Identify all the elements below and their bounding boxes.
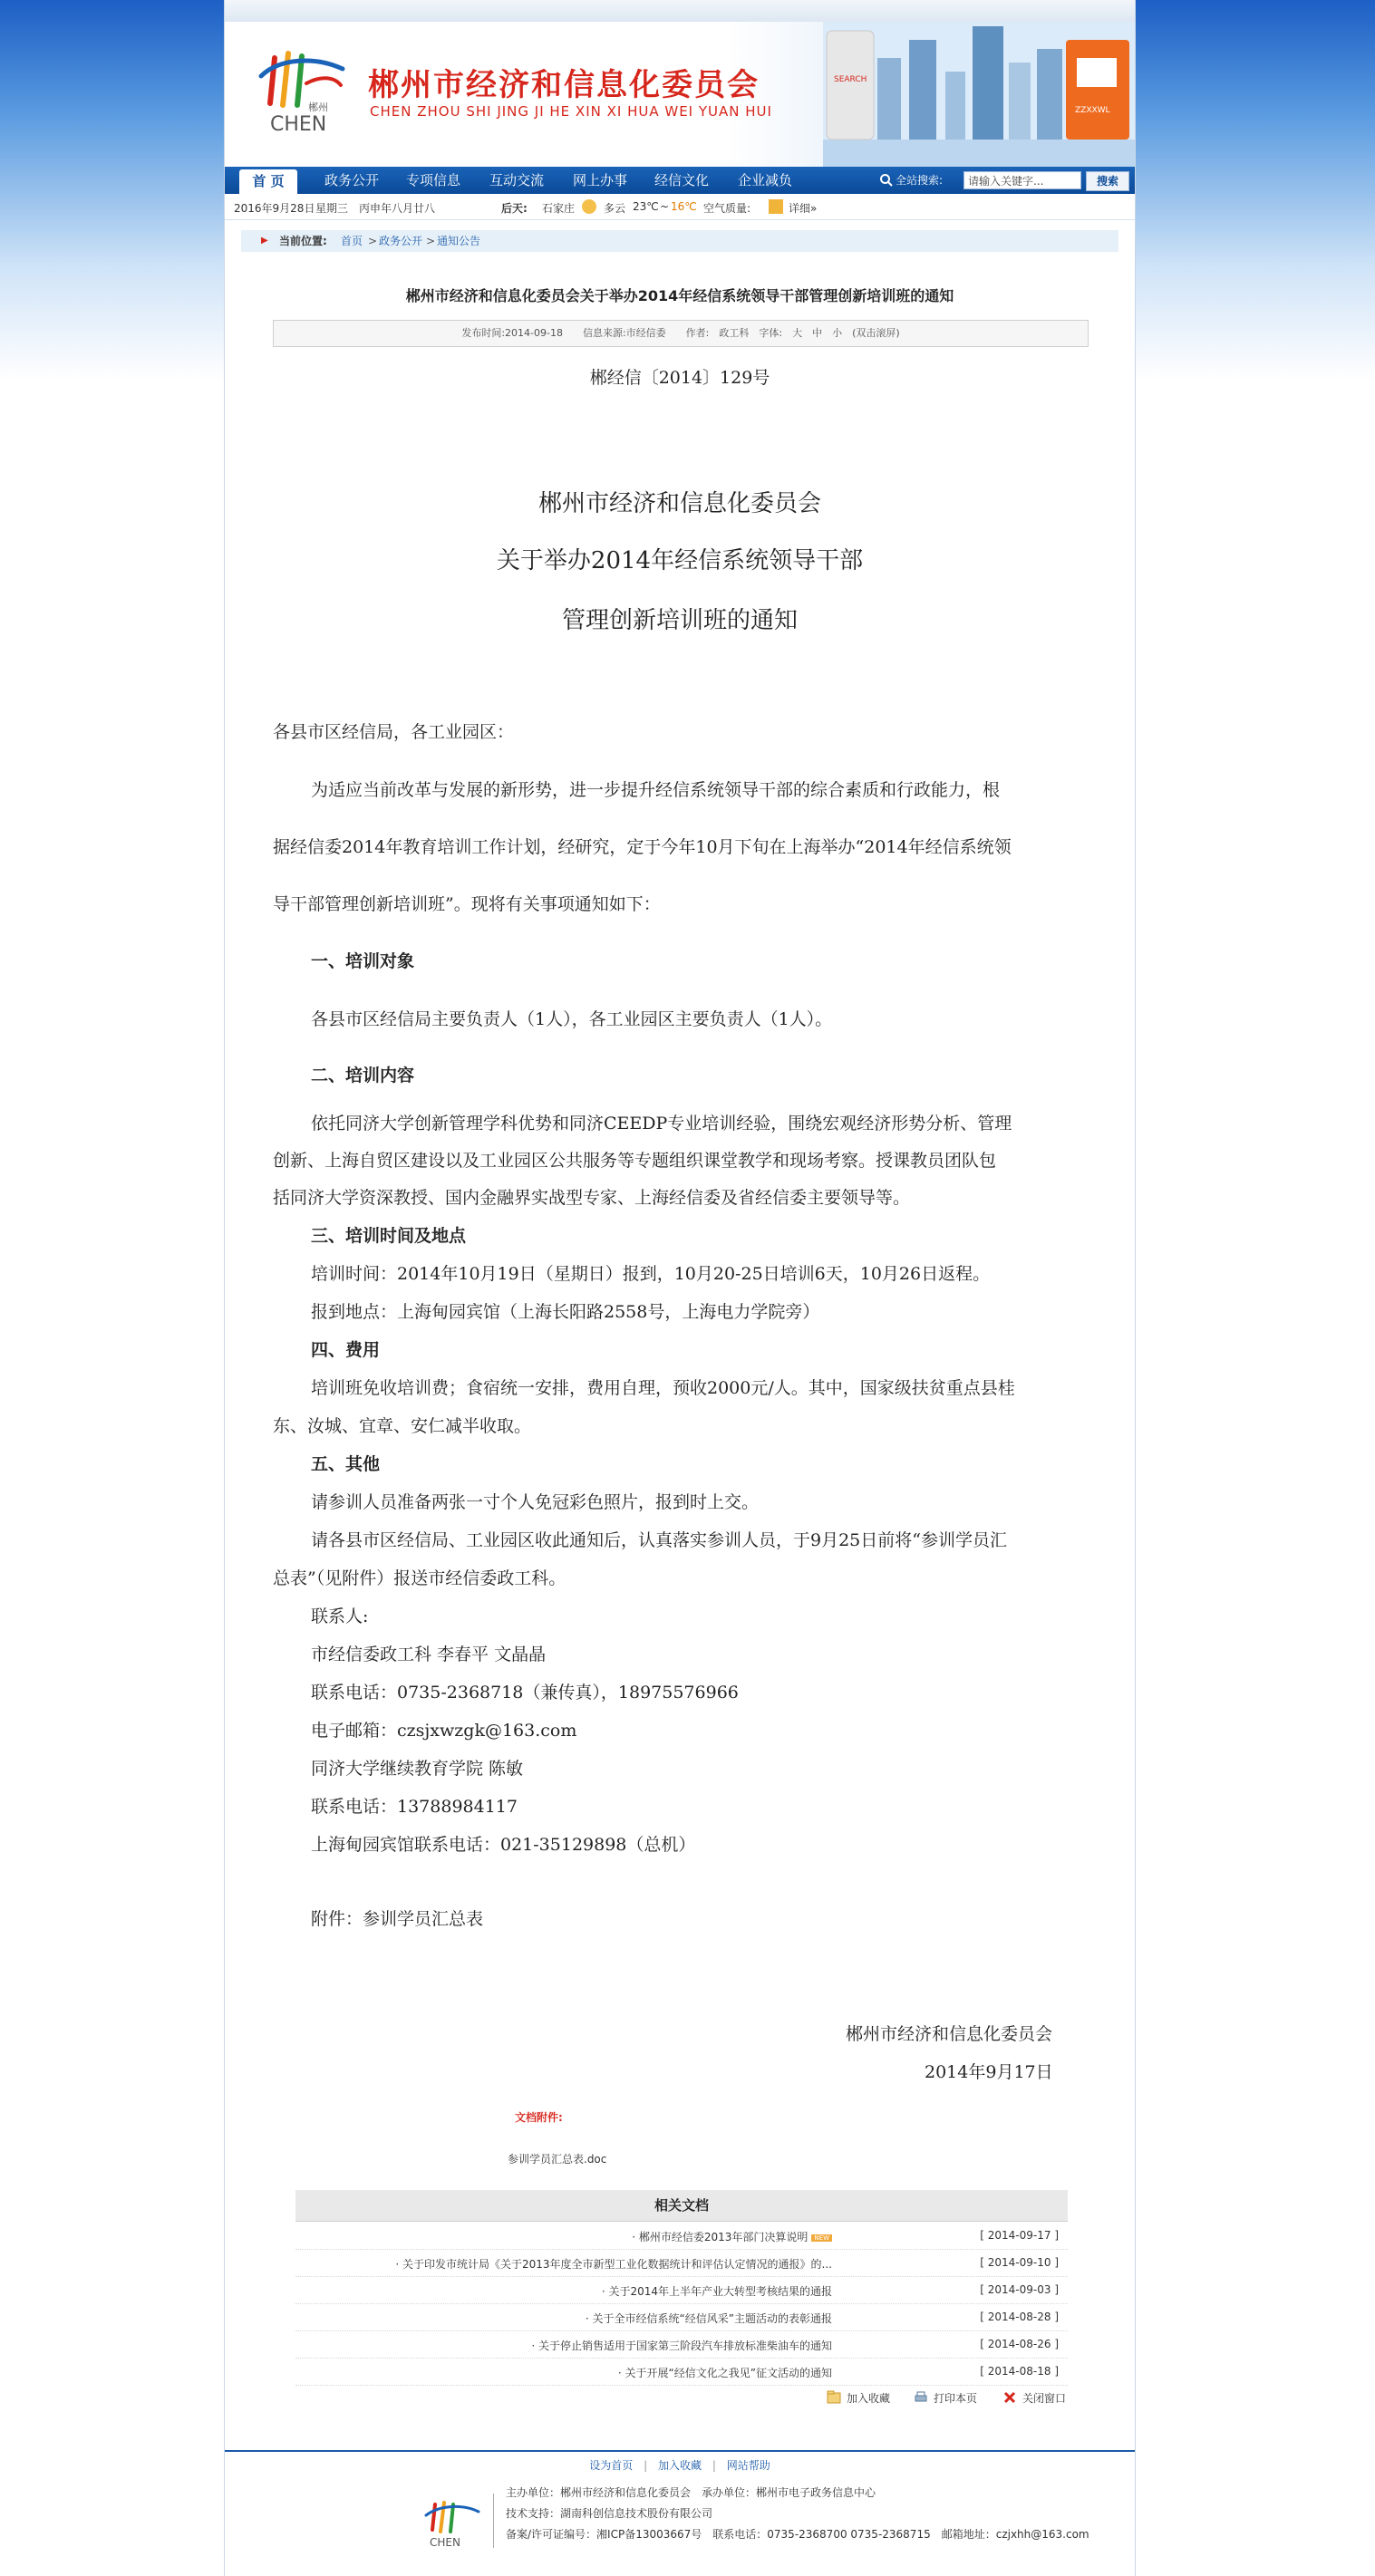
svg-text:郴州: 郴州: [308, 101, 328, 113]
section-body-line: 依托同济大学创新管理学科优势和同济CEEDP专业培训经验，围绕宏观经济形势分析、管理: [311, 1114, 1012, 1134]
section-title: 一、培训对象: [311, 951, 415, 971]
related-doc-row[interactable]: [295, 2249, 1068, 2277]
print-icon[interactable]: [914, 2390, 928, 2405]
section-body-line: 东、汝城、宜章、安仁减半收取。: [273, 1416, 532, 1436]
intro-line: 导干部管理创新培训班”。现将有关事项通知如下：: [273, 894, 661, 914]
related-doc-title[interactable]: · 郴州市经信委2013年部门决算说明: [632, 2231, 809, 2243]
city-skyline-illustration: [823, 22, 1135, 167]
site-banner: [225, 22, 1135, 167]
weather-sun-icon: [582, 199, 596, 214]
breadcrumb-label: 当前位置:: [279, 235, 327, 247]
attachment-note: 附件：参训学员汇总表: [311, 1909, 484, 1929]
footer-logo-icon: [422, 2497, 486, 2552]
breadcrumb: [241, 230, 1118, 252]
section-body-line: 总表”（见附件）报送市经信委政工科。: [273, 1568, 566, 1588]
search-icon: [879, 173, 894, 188]
footer-vertical-divider: [493, 2494, 494, 2548]
doc-number: 郴经信〔2014〕129号: [589, 368, 770, 388]
temp-high: 23℃: [633, 200, 659, 213]
info-bar: [225, 196, 1135, 220]
contact-phone: 联系电话：0735-2368718（兼传真），18975576966: [311, 1683, 739, 1703]
favorite-icon[interactable]: [827, 2390, 841, 2405]
breadcrumb-sep: >: [368, 235, 378, 247]
search-input[interactable]: [963, 171, 1081, 189]
site-subtitle: CHEN ZHOU SHI JING JI HE XIN XI HUA WEI YUAN HUI: [370, 103, 772, 120]
lunar-date: 丙申年八月廿八: [359, 202, 436, 215]
close-window-button[interactable]: 关闭窗口: [1022, 2392, 1067, 2405]
related-doc-date: [ 2014-08-28 ]: [980, 2311, 1059, 2323]
nav-culture[interactable]: 经信文化: [654, 172, 709, 188]
breadcrumb-notice[interactable]: 通知公告: [437, 235, 481, 247]
section-body-line: 括同济大学资深教授、国内金融界实战型专家、上海经信委及省经信委主要领导等。: [273, 1188, 911, 1208]
related-doc-row[interactable]: [295, 2222, 1068, 2250]
weather-label: 后天:: [501, 202, 528, 215]
search-label: 全站搜索:: [896, 174, 944, 187]
temp-low: 16℃: [671, 200, 697, 213]
related-doc-row[interactable]: [295, 2276, 1068, 2304]
svg-text:ZZXXWL: ZZXXWL: [1075, 106, 1110, 115]
related-docs-title: 相关文档: [295, 2190, 1068, 2222]
training-place: 报到地点：上海甸园宾馆（上海长阳路2558号，上海电力学院旁）: [311, 1302, 820, 1322]
section-body: 各县市区经信局主要负责人（1人），各工业园区主要负责人（1人）。: [311, 1009, 833, 1029]
related-doc-date: [ 2014-08-26 ]: [980, 2338, 1059, 2350]
footer-sponsor: 主办单位：郴州市经济和信息化委员会 承办单位：郴州市电子政务信息中心: [506, 2486, 876, 2499]
section-body: 请参训人员准备两张一寸个人免冠彩色照片，报到时上交。: [311, 1492, 760, 1512]
close-icon[interactable]: [1002, 2390, 1017, 2405]
nav-home[interactable]: 首 页: [239, 169, 297, 194]
weekday: 星期三: [315, 202, 349, 215]
site-title: 郴州市经济和信息化委员会: [368, 67, 760, 103]
article-title: 郴州市经济和信息化委员会关于举办2014年经信系统领导干部管理创新培训班的通知: [405, 287, 954, 304]
intro-line: 为适应当前改革与发展的新形势，进一步提升经信系统领导干部的综合素质和行政能力，根: [311, 780, 1001, 800]
breadcrumb-gov[interactable]: 政务公开: [379, 235, 423, 247]
section-title: 五、其他: [311, 1454, 381, 1474]
related-doc-title[interactable]: · 关于全市经信系统“经信风采”主题活动的表彰通报: [585, 2312, 832, 2325]
temp-sep: ~: [660, 200, 670, 213]
attachment-label: 文档附件:: [515, 2111, 563, 2124]
add-favorite-link[interactable]: 加入收藏: [657, 2459, 702, 2472]
nav-gov-affairs[interactable]: 政务公开: [324, 172, 379, 188]
footer-links: [225, 2457, 1135, 2473]
related-doc-date: [ 2014-08-18 ]: [980, 2365, 1059, 2378]
section-title: 三、培训时间及地点: [311, 1226, 467, 1246]
footer-link-sep: |: [644, 2459, 648, 2472]
nav-enterprise[interactable]: 企业减负: [737, 172, 792, 188]
section-body-line: 请各县市区经信局、工业园区收此通知后，认真落实参训人员，于9月25日前将“参训学员汇: [311, 1530, 1007, 1550]
svg-text:CHEN: CHEN: [270, 113, 327, 136]
breadcrumb-sep: >: [426, 235, 436, 247]
weather-desc: 多云: [604, 202, 626, 215]
site-help-link[interactable]: 网站帮助: [726, 2459, 770, 2472]
related-doc-title[interactable]: · 关于停止销售适用于国家第三阶段汽车排放标准柴油车的通知: [531, 2340, 832, 2352]
training-time: 培训时间：2014年10月19日（星期日）报到，10月20-25日培训6天，10月26日返程。: [311, 1264, 991, 1284]
doc-heading-line-1: 郴州市经济和信息化委员会: [537, 490, 821, 517]
doc-heading-line-3: 管理创新培训班的通知: [561, 607, 798, 634]
contact-label: 联系人:: [311, 1606, 369, 1626]
related-doc-title[interactable]: · 关于2014年上半年产业大转型考核结果的通报: [601, 2285, 832, 2298]
footer-tech-support: 技术支持：湖南科创信息技术股份有限公司: [506, 2507, 713, 2520]
footer-record: 备案/许可证编号：湘ICP备13003667号 联系电话：0735-2368700 0735-2368715 邮箱地址：czjxhh@163.com: [506, 2528, 1089, 2541]
related-doc-row[interactable]: [295, 2303, 1068, 2331]
footer-link-sep: |: [712, 2459, 716, 2472]
related-doc-title[interactable]: · 关于开展“经信文化之我见”征文活动的通知: [617, 2367, 832, 2379]
section-body-line: 培训班免收培训费；食宿统一安排，费用自理，预收2000元/人。其中，国家级扶贫重点县桂: [311, 1378, 1015, 1398]
related-doc-date: [ 2014-09-03 ]: [980, 2283, 1059, 2296]
air-quality-label: 空气质量:: [703, 202, 751, 215]
breadcrumb-arrow-icon: ▶: [261, 236, 268, 246]
related-doc-date: [ 2014-09-17 ]: [980, 2229, 1059, 2242]
contact-phone: 联系电话：13788984117: [311, 1797, 518, 1817]
sign-date: 2014年9月17日: [925, 2062, 1053, 2082]
svg-text:SEARCH: SEARCH: [834, 75, 867, 84]
section-body-line: 创新、上海自贸区建设以及工业园区公共服务等专题组织课堂教学和现场考察。授课教员团队包: [273, 1151, 997, 1171]
related-doc-row[interactable]: [295, 2358, 1068, 2386]
doc-heading-line-2: 关于举办2014年经信系统领导干部: [496, 547, 864, 574]
footer-divider: [225, 2450, 1135, 2452]
related-doc-row[interactable]: [295, 2330, 1068, 2359]
article-meta: 发布时间:2014-09-18 信息来源:市经信委 作者: 政工科 字体: 大 中 小 (双击滚屏): [273, 320, 1089, 347]
intro-line: 据经信委2014年教育培训工作计划，经研究，定于今年10月下旬在上海举办“2014年经信系统领: [273, 837, 1012, 857]
related-doc-date: [ 2014-09-10 ]: [980, 2256, 1059, 2269]
attachment-file-link[interactable]: 参训学员汇总表.doc: [508, 2153, 607, 2166]
section-title: 二、培训内容: [311, 1066, 415, 1085]
new-badge: NEW: [811, 2234, 832, 2242]
main-nav: [225, 167, 1135, 194]
set-homepage-link[interactable]: 设为首页: [589, 2459, 634, 2472]
nav-online-service[interactable]: 网上办事: [572, 172, 627, 188]
weather-city: 石家庄: [542, 202, 576, 215]
nav-special-info[interactable]: 专项信息: [405, 172, 460, 188]
contact-phone: 上海甸园宾馆联系电话：021-35129898（总机）: [311, 1835, 696, 1855]
top-strip: [225, 0, 1135, 22]
weather-detail-link[interactable]: 详细»: [789, 202, 818, 215]
related-doc-title[interactable]: · 关于印发市统计局《关于2013年度全市新型工业化数据统计和评估认定情况的通报》的...: [395, 2258, 832, 2271]
salutation: 各县市区经信局，各工业园区：: [273, 722, 515, 742]
signature: 郴州市经济和信息化委员会: [846, 2024, 1053, 2044]
nav-interaction[interactable]: 互动交流: [489, 172, 544, 188]
current-date: 2016年9月28日: [234, 202, 315, 215]
print-button[interactable]: 打印本页: [934, 2392, 978, 2405]
add-favorite-button[interactable]: 加入收藏: [847, 2392, 891, 2405]
site-logo-icon[interactable]: [252, 40, 352, 140]
air-quality-icon: [769, 199, 783, 214]
breadcrumb-home[interactable]: 首页: [341, 235, 363, 247]
contact-person: 同济大学继续教育学院 陈敏: [311, 1759, 524, 1779]
contact-email: 电子邮箱：czsjxwzgk@163.com: [311, 1721, 577, 1741]
search-button[interactable]: 搜索: [1086, 171, 1129, 191]
contact-person: 市经信委政工科 李春平 文晶晶: [311, 1645, 547, 1664]
section-title: 四、费用: [311, 1340, 381, 1360]
svg-text:CHEN: CHEN: [430, 2536, 460, 2549]
page-container: [225, 0, 1135, 2576]
